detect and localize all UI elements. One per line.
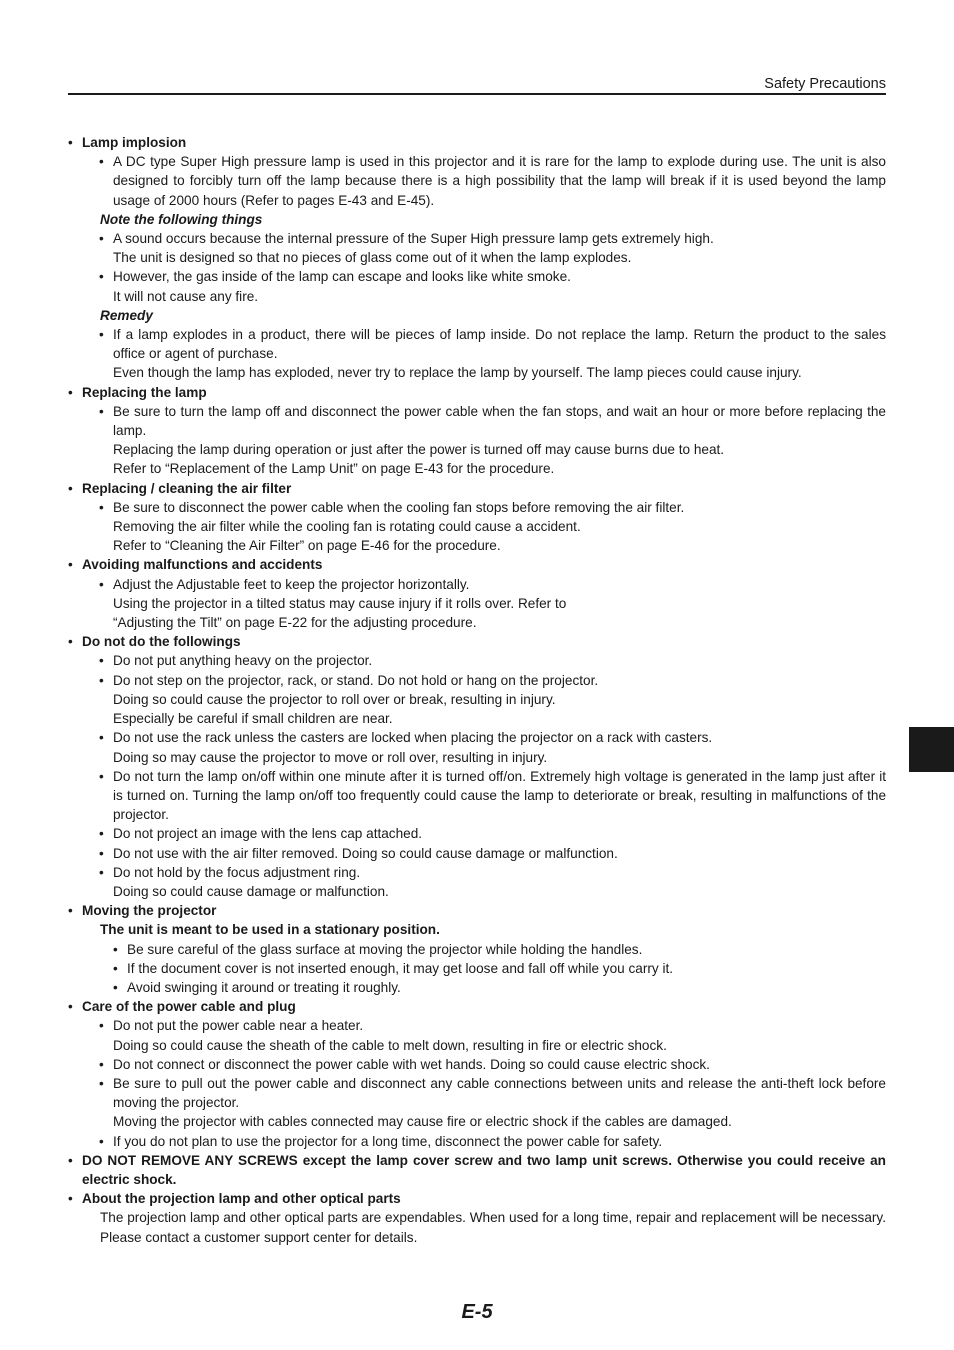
- list-item: [99, 152, 886, 210]
- item-bullet: •: [99, 1075, 104, 1091]
- list-item: [113, 940, 886, 959]
- section-heading: Replacing / cleaning the air filter: [82, 480, 292, 496]
- item-bullet: •: [99, 231, 104, 247]
- optical-parts-text: The projection lamp and other optical parts are expendables. When used for a long time, repair and replacement will be necessary. Please contact a customer support center for details.: [100, 1210, 886, 1245]
- page-number: E-5: [461, 1301, 493, 1323]
- item-text: Be sure to turn the lamp off and disconnect the power cable when the fan stops, and wait an hour or more before replacing the lamp.: [113, 403, 886, 439]
- list-item: [113, 959, 886, 978]
- safety-content: [68, 133, 886, 1247]
- section-bullet: •: [68, 135, 73, 150]
- list-item: [99, 844, 886, 863]
- list-item: [99, 325, 886, 383]
- item-list: [82, 1016, 886, 1150]
- section-bullet: •: [68, 1152, 73, 1168]
- item-text: Moving the projector with cables connected may cause fire or electric shock if the cables are damaged.: [113, 1114, 732, 1130]
- item-text: Be sure to pull out the power cable and disconnect any cable connections between units and release the anti-theft lock before moving the projector.: [113, 1075, 886, 1111]
- item-bullet: •: [99, 154, 104, 170]
- item-list: [82, 152, 886, 210]
- list-item: [99, 1055, 886, 1074]
- section-heading: About the projection lamp and other optical parts: [82, 1191, 401, 1207]
- section-heading: Moving the projector: [82, 903, 217, 919]
- item-text: A sound occurs because the internal pressure of the Super High pressure lamp gets extremely high.: [113, 231, 714, 247]
- header-title: Safety Precautions: [764, 76, 886, 92]
- item-text: Adjust the Adjustable feet to keep the projector horizontally.: [113, 576, 470, 592]
- item-text: It will not cause any fire.: [113, 288, 259, 304]
- item-bullet: •: [99, 576, 104, 592]
- list-item: [99, 728, 886, 766]
- item-list: [82, 498, 886, 556]
- item-text: Be sure to disconnect the power cable when the cooling fan stops before removing the air filter.: [113, 499, 685, 515]
- list-item: [99, 863, 886, 901]
- item-text: Do not use with the air filter removed. Doing so could cause damage or malfunction.: [113, 845, 618, 861]
- item-text: Be sure careful of the glass surface at moving the projector while holding the handles.: [127, 941, 643, 957]
- section-heading: Avoiding malfunctions and accidents: [82, 557, 323, 573]
- section-heading: Replacing the lamp: [82, 384, 207, 400]
- item-text: Even though the lamp has exploded, never try to replace the lamp by yourself. The lamp pieces could cause injury.: [113, 365, 802, 381]
- item-bullet: •: [99, 864, 104, 880]
- section-do-not: [68, 632, 886, 901]
- item-list: [82, 651, 886, 901]
- list-item: [99, 498, 886, 556]
- item-bullet: •: [99, 1133, 104, 1149]
- list-item: [99, 267, 886, 305]
- item-bullet: •: [99, 730, 104, 746]
- item-text: Doing so could cause the sheath of the cable to melt down, resulting in fire or electric shock.: [113, 1037, 667, 1053]
- item-bullet: •: [113, 960, 118, 976]
- item-bullet: •: [99, 1056, 104, 1072]
- section-bullet: •: [68, 557, 73, 573]
- list-item: [113, 978, 886, 997]
- item-bullet: •: [99, 653, 104, 669]
- list-item: [99, 1074, 886, 1132]
- section-bullet: •: [68, 1191, 73, 1207]
- section-bullet: •: [68, 634, 73, 650]
- item-text: Removing the air filter while the cooling fan is rotating could cause a accident.: [113, 519, 581, 535]
- item-text: The unit is designed so that no pieces of glass come out of it when the lamp explodes.: [113, 250, 632, 266]
- section-bullet: •: [68, 480, 73, 496]
- section-power-cable: [68, 997, 886, 1151]
- item-bullet: •: [99, 826, 104, 842]
- item-text: Especially be careful if small children are near.: [113, 711, 393, 727]
- item-text: Doing so may cause the projector to move or roll over, resulting in injury.: [113, 749, 548, 765]
- section-air-filter: [68, 479, 886, 556]
- item-bullet: •: [99, 768, 104, 784]
- item-list: [82, 402, 886, 479]
- screws-warning: DO NOT REMOVE ANY SCREWS except the lamp cover screw and two lamp unit screws. Otherwise you could receive an electric shock.: [82, 1152, 886, 1187]
- item-text: Replacing the lamp during operation or just after the power is turned off may cause burns due to heat.: [113, 442, 725, 458]
- section-bullet: •: [68, 999, 73, 1015]
- item-text: Do not project an image with the lens cap attached.: [113, 826, 423, 842]
- item-bullet: •: [99, 269, 104, 285]
- item-bullet: •: [99, 1018, 104, 1034]
- item-text: A DC type Super High pressure lamp is used in this projector and it is rare for the lamp to explode during use. The unit is also designed to forcibly turn off the lamp because there is a high possibility that the lamp will break if it is used beyond the lamp usage of 2000 hours (Refer to pages E-43 and E-45).: [113, 154, 886, 208]
- item-text: “Adjusting the Tilt” on page E-22 for the adjusting procedure.: [113, 615, 477, 631]
- list-item: [99, 402, 886, 479]
- note-item-list: [82, 229, 886, 306]
- item-text: Avoid swinging it around or treating it roughly.: [127, 979, 401, 995]
- note-heading: Note the following things: [100, 211, 263, 227]
- section-lamp-implosion: [68, 133, 886, 383]
- item-text: Using the projector in a tilted status may cause injury if it rolls over. Refer to: [113, 595, 567, 611]
- item-text: Do not put anything heavy on the projector.: [113, 653, 373, 669]
- item-text: Do not step on the projector, rack, or stand. Do not hold or hang on the projector.: [113, 672, 599, 688]
- list-item: [99, 767, 886, 825]
- item-text: Doing so could cause the projector to roll over or break, resulting in injury.: [113, 691, 556, 707]
- item-text: Do not hold by the focus adjustment ring.: [113, 864, 361, 880]
- side-tab-marker: [909, 727, 954, 772]
- item-list: [82, 575, 886, 633]
- section-replacing-lamp: [68, 383, 886, 479]
- section-subheading: The unit is meant to be used in a stationary position.: [100, 922, 440, 938]
- remedy-heading: Remedy: [100, 307, 153, 323]
- item-bullet: •: [99, 403, 104, 419]
- item-bullet: •: [113, 979, 118, 995]
- section-bullet: •: [68, 384, 73, 400]
- list-item: [99, 1016, 886, 1054]
- item-text: If a lamp explodes in a product, there will be pieces of lamp inside. Do not replace the lamp. Return the product to the sales office or agent of purchase.: [113, 327, 886, 362]
- item-text: Doing so could cause damage or malfunction.: [113, 883, 389, 899]
- list-item: [99, 651, 886, 670]
- item-text: If you do not plan to use the projector for a long time, disconnect the power cable for safety.: [113, 1133, 663, 1149]
- item-bullet: •: [99, 499, 104, 515]
- section-heading: Do not do the followings: [82, 634, 241, 650]
- list-item: [99, 824, 886, 843]
- section-bullet: •: [68, 903, 73, 919]
- list-item: [99, 229, 886, 267]
- item-text: Do not turn the lamp on/off within one minute after it is turned off/on. Extremely high voltage is generated in the lamp just after it is turned on. Turning the lamp on/off too frequently could cause the lamp to deteriorate or break, resulting in malfunctions of the projector.: [113, 768, 886, 823]
- section-malfunctions: [68, 555, 886, 632]
- section-heading: Care of the power cable and plug: [82, 999, 296, 1015]
- item-text: Do not use the rack unless the casters are locked when placing the projector on a rack with casters.: [113, 730, 713, 746]
- section-heading: Lamp implosion: [82, 135, 187, 150]
- remedy-item-list: [82, 325, 886, 383]
- section-moving: [68, 901, 886, 997]
- item-text: Do not connect or disconnect the power cable with wet hands. Doing so could cause electric shock.: [113, 1056, 710, 1072]
- item-bullet: •: [99, 327, 104, 343]
- item-text: If the document cover is not inserted enough, it may get loose and fall off while you carry it.: [127, 960, 674, 976]
- item-bullet: •: [113, 941, 118, 957]
- item-text: Refer to “Replacement of the Lamp Unit” on page E-43 for the procedure.: [113, 461, 555, 477]
- list-item: [99, 1132, 886, 1151]
- list-item: [99, 671, 886, 729]
- item-list: [82, 940, 886, 998]
- header-rule: [68, 93, 886, 95]
- item-bullet: •: [99, 845, 104, 861]
- item-text: Refer to “Cleaning the Air Filter” on page E-46 for the procedure.: [113, 538, 501, 554]
- section-optical-parts: [68, 1189, 886, 1247]
- item-text: Do not put the power cable near a heater.: [113, 1018, 364, 1034]
- item-text: However, the gas inside of the lamp can escape and looks like white smoke.: [113, 269, 571, 285]
- list-item: [99, 575, 886, 633]
- section-screws: [68, 1151, 886, 1189]
- item-bullet: •: [99, 672, 104, 688]
